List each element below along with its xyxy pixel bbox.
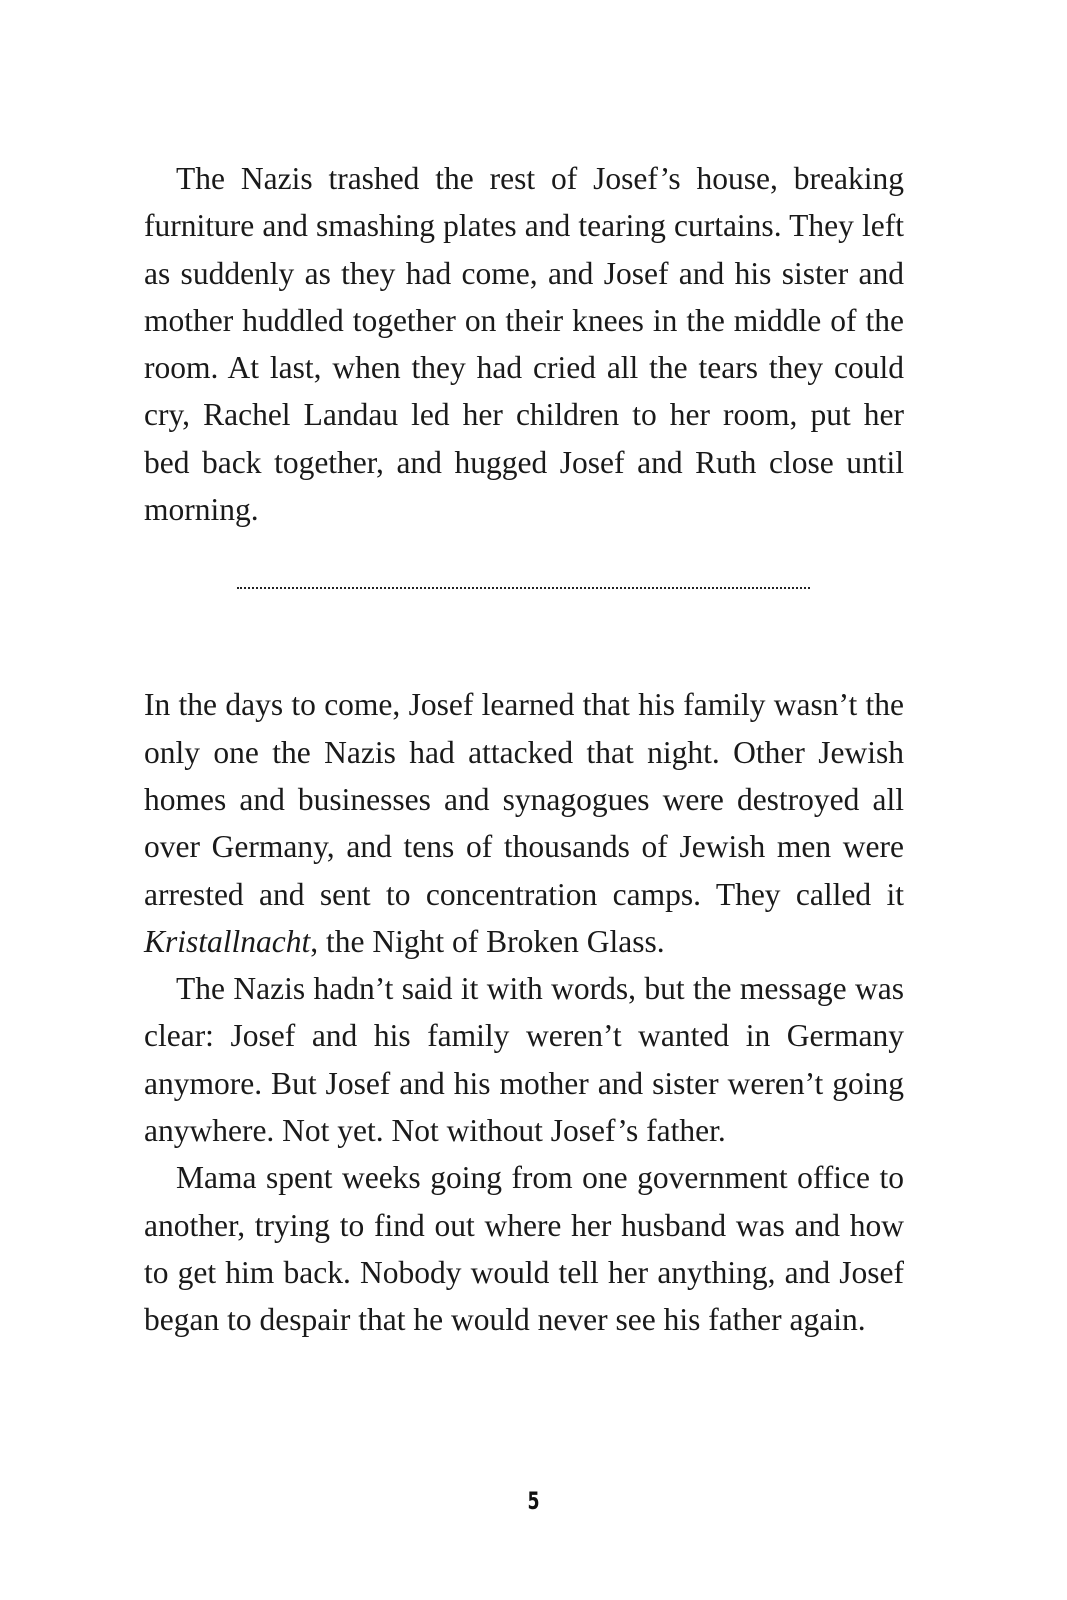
page-number: 5 [527,1487,540,1515]
paragraph-1: The Nazis trashed the rest of Josef’s house, breaking furniture and smashing plates and tearing curtains. They left as suddenly as they had come, and Josef and his sister and mother huddled together on their knees in the middle of the room. At last, when they had cried all the tears they could cry, Rachel Landau led her children to her room, put her bed back together, and hugged Josef and Ruth close until morning. [144,161,904,528]
paragraph-2 [144,681,904,965]
paragraph-3: The Nazis hadn’t said it with words, but the message was clear: Josef and his family weren’t wanted in Germany anymore. But Josef and his mother and sister weren’t going anywhere. Not yet. Not without Josef’s father. [144,971,904,1149]
paragraph-2-text-b: , the Night of Broken Glass. [310,923,665,959]
paragraph-2-text-a: In the days to come, Josef learned that his family wasn’t the only one the Nazis had attacked that night. Other Jewish homes and businesses and synagogues were destroyed all over Germany, and tens of thousands of Jewish men were arrested and sent to concentration camps. They called it [144,687,904,912]
section-break [144,533,904,681]
kristallnacht-italic: Kristallnacht [144,923,311,959]
page-body [144,155,904,1344]
paragraph-4: Mama spent weeks going from one government office to another, trying to find out where her husband was and how to get him back. Nobody would tell her anything, and Josef began to despair that he would never see his father again. [144,1160,904,1338]
dotted-rule-divider [237,587,810,589]
